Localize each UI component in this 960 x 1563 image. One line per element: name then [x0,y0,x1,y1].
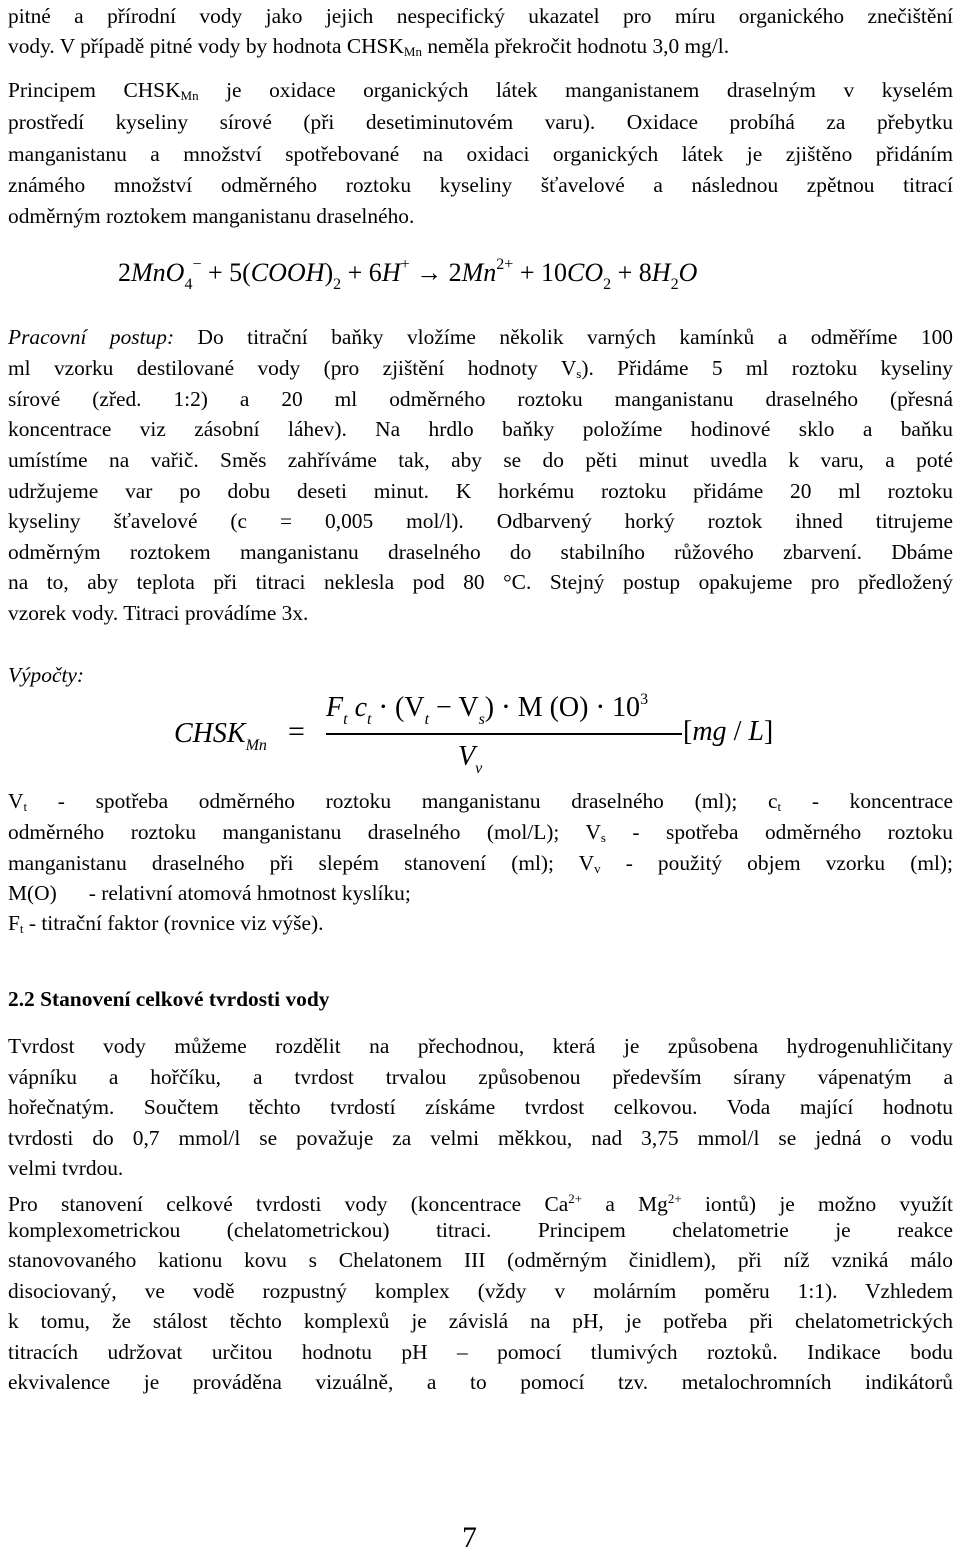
fraction-bar [326,733,682,735]
text-line: $F_t$ - titrační faktor (rovnice viz výše). [8,911,324,936]
text-line: disociovaný, ve vodě rozpustný komplex (vždy v molárním poměru 1:1). Vzhledem [8,1279,953,1303]
text-line: vody. V případě pitné vody by hodnota $CHSK_{Mn}$ neměla překročit hodnotu 3,0 mg/l. [8,34,730,59]
text-line: M(O) - relativní atomová hmotnost kyslíku; [8,881,411,905]
text-line: odměrného roztoku manganistanu draselného (mol/L); $V_s$ - spotřeba odměrného roztoku [8,820,953,845]
text-line: stanovovaného kationu kovu s Chelatonem III (odměrným činidlem), při níž vzniká málo [8,1248,953,1272]
text-line: kyseliny šťavelové (c = 0,005 mol/l). Odbarvený horký roztok ihned titrujeme [8,509,953,533]
calculations-label: Výpočty: [8,663,85,687]
text-line: tvrdosti do 0,7 mmol/l se považuje za velmi měkkou, nad 3,75 mmol/l se jedná o vodu [8,1126,953,1150]
text-line: $V_t$ - spotřeba odměrného roztoku manganistanu draselného (ml); $c_t$ - koncentrace [8,789,953,814]
text-line: komplexometrickou (chelatometrickou) titraci. Principem chelatometrie je reakce [8,1218,953,1242]
text-line: titracích udržovat určitou hodnotu pH – pomocí tlumivých roztoků. Indikace bodu [8,1340,953,1364]
procedure-label: Pracovní postup: [8,325,175,349]
formula-denominator: $V_v$ [458,741,483,777]
text-line: manganistanu draselného při slepém stanovení (ml); $V_v$ - použitý objem vzorku (ml); [8,851,953,876]
text-line: velmi tvrdou. [8,1156,124,1180]
section-heading: 2.2 Stanovení celkové tvrdosti vody [8,987,330,1011]
reaction-equation: $2MnO_4^- + 5(COOH)_2 + 6H^+ \to 2Mn^{2+} + 10CO_2 + 8H_2O$ [118,256,698,293]
text-line: známého množství odměrného roztoku kyseliny šťavelové a následnou zpětnou titrací [8,173,953,197]
page-number: 7 [462,1521,477,1554]
text-line: prostředí kyseliny sírové (při desetiminutovém varu). Oxidace probíhá za přebytku [8,110,953,134]
text-line: hořečnatým. Součtem těchto tvrdostí získáme tvrdost celkovou. Voda mající hodnotu [8,1095,953,1119]
text-line: sírové (zřed. 1:2) a 20 ml odměrného roztoku manganistanu draselného (přesná [8,387,953,411]
text-line: pitné a přírodní vody jako jejich nespecifický ukazatel pro míru organického znečištění [8,4,953,28]
text-line: koncentrace viz zásobní láhev). Na hrdlo baňky položíme hodinové sklo a baňku [8,417,953,441]
text-line: vzorek vody. Titraci provádíme 3x. [8,601,309,625]
formula-lhs: $CHSK_{Mn}$ [174,718,267,754]
text-line: vápníku a hořčíku, a tvrdost trvalou způsobenou především sírany vápenatým a [8,1065,953,1089]
text-line: ml vzorku destilované vody (pro zjištění hodnoty $V_s$). Přidáme 5 ml roztoku kyseliny [8,356,953,381]
formula-equals: = [288,715,305,748]
text-line: umístíme na vařič. Směs zahříváme tak, aby se do pěti minut uvedla k varu, a poté [8,448,953,472]
text-line: ekvivalence je prováděna vizuálně, a to pomocí tzv. metalochromních indikátorů [8,1370,953,1394]
text-line: manganistanu a množství spotřebované na oxidaci organických látek je zjištěno přidáním [8,142,953,166]
text-line: Pro stanovení celkové tvrdosti vody (koncentrace $Ca^{2+}$ a $Mg^{2+}$ iontů) je možno využít [8,1191,953,1216]
text-line: k tomu, že stálost těchto komplexů je závislá na pH, je potřeba při chelatometrických [8,1309,953,1333]
formula-numerator: $F_t$ $c_t \cdot (V_t - V_s) \cdot M$ $(O) \cdot 10^3$ [326,691,649,728]
text-line: odměrným roztokem manganistanu draselného do stabilního růžového zbarvení. Dbáme [8,540,953,564]
text-line: Tvrdost vody můžeme rozdělit na přechodnou, která je způsobena hydrogenuhličitany [8,1034,953,1058]
text-line: odměrným roztokem manganistanu draselného. [8,204,415,228]
text-line: na to, aby teplota při titraci neklesla pod 80 °C. Stejný postup opakujeme pro předložený [8,570,953,594]
text-line: udržujeme var po dobu deseti minut. K horkému roztoku přidáme 20 ml roztoku [8,479,953,503]
formula-unit: [mg / L] [683,716,774,747]
text-line: Pracovní postup: Do titrační baňky vložíme několik varných kamínků a odměříme 100 [8,325,953,349]
text-line: Principem $CHSK_{Mn}$ je oxidace organických látek manganistanem draselným v kyselém [8,78,953,103]
